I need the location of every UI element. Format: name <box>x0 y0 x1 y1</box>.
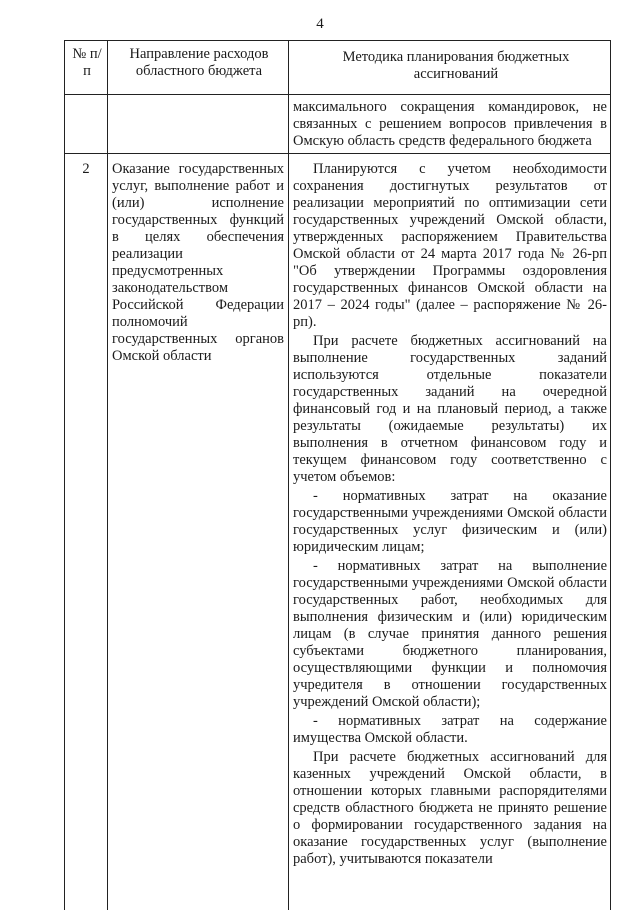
methodology-paragraph: При расчете бюджетных ассигнований для казенных учреждений Омской области, в отношении которых главными распорядителями средств областного бюджета не принято решение о формировании государственного задания на оказание государственных услуг (выполнение работ), учитываются показатели <box>293 749 607 867</box>
row-border <box>65 153 610 154</box>
list-item: - нормативных затрат на оказание государственными учреждениями Омской области государственных услуг физическим и (или) юридическим лицам; <box>293 488 607 555</box>
budget-methodology-table <box>64 40 611 910</box>
row-direction: Оказание государственных услуг, выполнение работ и (или) исполнение государственных функций в целях обеспечения реализации предусмотренных законодательством Российской Федерации полномочий государственных органов Омской области <box>112 161 284 364</box>
header-bottom-border <box>65 94 610 95</box>
row-methodology <box>293 161 607 870</box>
methodology-paragraph: При расчете бюджетных ассигнований на выполнение государственных заданий используются отдельные показатели государственных заданий на очередной финансовый год и на плановый период, а также результаты (ожидаемые результаты) их выполнения в отчетном финансовом году и текущем финансовом году соответственно с учетом объемов: <box>293 333 607 485</box>
column-divider-1 <box>107 41 108 910</box>
header-number: № п/п <box>72 46 102 79</box>
header-direction: Направление расходов областного бюджета <box>129 46 269 79</box>
column-divider-2 <box>288 41 289 910</box>
row-number: 2 <box>82 161 90 177</box>
methodology-paragraph: Планируются с учетом необходимости сохранения достигнутых результатов от реализации мероприятий по оптимизации сети государственных учреждений Омской области, утвержденных распоряжением Правительства Омской области от 24 марта 2017 года № 26-рп "Об утверждении Программы оздоровления государственных финансов Омской области на 2017 – 2024 годы" (далее – распоряжение № 26-рп). <box>293 161 607 330</box>
list-item: - нормативных затрат на выполнение государственными учреждениями Омской области государственных работ, необходимых для выполнения физическим и (или) юридическим лицам (в случае принятия данного решения субъектами бюджетного планирования, осуществляющими функции и полномочия учредителя в отношении государственных учреждений Омской области); <box>293 558 607 710</box>
header-methodology: Методика планирования бюджетных ассигнований <box>342 49 570 82</box>
page-number: 4 <box>316 16 324 32</box>
list-item: - нормативных затрат на содержание имущества Омской области. <box>293 713 607 746</box>
continued-methodology-text <box>293 99 607 150</box>
continued-paragraph: максимального сокращения командировок, не связанных с решением вопросов привлечения в Омскую область средств федерального бюджета <box>293 99 607 149</box>
